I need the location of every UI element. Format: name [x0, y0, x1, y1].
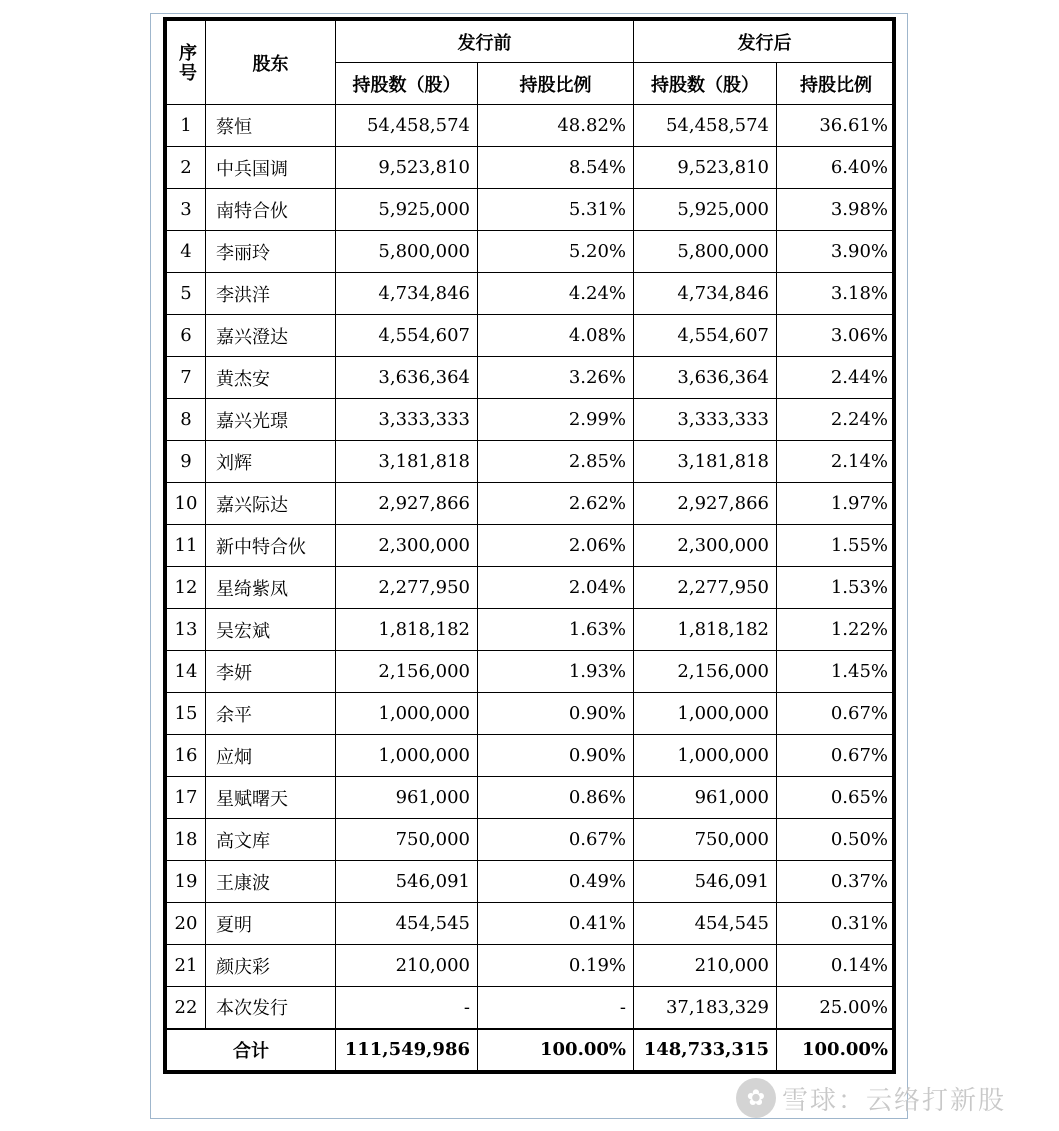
table-row	[167, 987, 896, 1029]
cell-after-ratio: 1.53%	[777, 567, 896, 609]
total-row	[167, 1029, 896, 1071]
cell-before-ratio: 0.90%	[478, 693, 634, 735]
cell-shareholder-name: 新中特合伙	[206, 525, 336, 567]
cell-before-ratio: 0.19%	[478, 945, 634, 987]
cell-after-shares: 1,000,000	[634, 735, 777, 777]
cell-before-ratio: 2.06%	[478, 525, 634, 567]
cell-after-shares: 5,925,000	[634, 189, 777, 231]
cell-shareholder-name: 吴宏斌	[206, 609, 336, 651]
shareholding-table	[166, 20, 896, 1071]
cell-before-shares: 454,545	[336, 903, 478, 945]
cell-before-ratio: 0.90%	[478, 735, 634, 777]
cell-seq: 4	[167, 231, 206, 273]
cell-after-ratio: 3.90%	[777, 231, 896, 273]
cell-seq: 3	[167, 189, 206, 231]
cell-shareholder-name: 应炯	[206, 735, 336, 777]
table-row	[167, 483, 896, 525]
cell-before-shares: 3,333,333	[336, 399, 478, 441]
cell-after-shares: 961,000	[634, 777, 777, 819]
table-row	[167, 735, 896, 777]
table-row	[167, 441, 896, 483]
cell-after-ratio: 3.98%	[777, 189, 896, 231]
header-before-group: 发行前	[336, 21, 634, 63]
cell-before-shares: 1,000,000	[336, 693, 478, 735]
cell-before-shares: -	[336, 987, 478, 1029]
total-after-shares: 148,733,315	[634, 1029, 777, 1071]
cell-before-ratio: 1.93%	[478, 651, 634, 693]
cell-shareholder-name: 颜庆彩	[206, 945, 336, 987]
cell-seq: 19	[167, 861, 206, 903]
cell-before-ratio: 2.99%	[478, 399, 634, 441]
cell-after-shares: 3,181,818	[634, 441, 777, 483]
table-row	[167, 189, 896, 231]
cell-seq: 20	[167, 903, 206, 945]
cell-before-ratio: 0.86%	[478, 777, 634, 819]
cell-after-ratio: 0.14%	[777, 945, 896, 987]
cell-shareholder-name: 李洪洋	[206, 273, 336, 315]
cell-after-shares: 3,333,333	[634, 399, 777, 441]
cell-seq: 13	[167, 609, 206, 651]
cell-before-shares: 1,000,000	[336, 735, 478, 777]
cell-before-ratio: 5.20%	[478, 231, 634, 273]
cell-seq: 18	[167, 819, 206, 861]
cell-before-shares: 54,458,574	[336, 105, 478, 147]
cell-before-ratio: 0.49%	[478, 861, 634, 903]
cell-after-shares: 4,734,846	[634, 273, 777, 315]
cell-after-ratio: 0.50%	[777, 819, 896, 861]
cell-before-ratio: 4.08%	[478, 315, 634, 357]
cell-after-ratio: 0.37%	[777, 861, 896, 903]
cell-before-shares: 961,000	[336, 777, 478, 819]
cell-after-ratio: 25.00%	[777, 987, 896, 1029]
cell-seq: 8	[167, 399, 206, 441]
cell-after-ratio: 0.67%	[777, 735, 896, 777]
cell-after-ratio: 1.22%	[777, 609, 896, 651]
table-row	[167, 609, 896, 651]
cell-after-shares: 750,000	[634, 819, 777, 861]
cell-shareholder-name: 星赋曙天	[206, 777, 336, 819]
table-row	[167, 777, 896, 819]
cell-shareholder-name: 夏明	[206, 903, 336, 945]
cell-before-ratio: 8.54%	[478, 147, 634, 189]
cell-seq: 7	[167, 357, 206, 399]
cell-shareholder-name: 中兵国调	[206, 147, 336, 189]
cell-after-ratio: 0.67%	[777, 693, 896, 735]
table-row	[167, 819, 896, 861]
shareholding-table-container	[163, 17, 896, 1074]
table-row	[167, 651, 896, 693]
table-header	[167, 21, 896, 105]
table-body	[167, 105, 896, 1029]
cell-seq: 1	[167, 105, 206, 147]
cell-after-shares: 1,818,182	[634, 609, 777, 651]
cell-before-shares: 2,156,000	[336, 651, 478, 693]
header-before-ratio: 持股比例	[478, 63, 634, 105]
cell-after-ratio: 2.14%	[777, 441, 896, 483]
table-row	[167, 105, 896, 147]
cell-after-ratio: 0.65%	[777, 777, 896, 819]
cell-before-ratio: 0.41%	[478, 903, 634, 945]
cell-shareholder-name: 嘉兴光璟	[206, 399, 336, 441]
table-row	[167, 357, 896, 399]
cell-after-shares: 4,554,607	[634, 315, 777, 357]
cell-after-ratio: 0.31%	[777, 903, 896, 945]
table-row	[167, 231, 896, 273]
cell-after-shares: 2,927,866	[634, 483, 777, 525]
table-row	[167, 399, 896, 441]
cell-after-ratio: 3.06%	[777, 315, 896, 357]
cell-after-shares: 3,636,364	[634, 357, 777, 399]
cell-shareholder-name: 蔡恒	[206, 105, 336, 147]
cell-before-shares: 3,181,818	[336, 441, 478, 483]
cell-shareholder-name: 嘉兴际达	[206, 483, 336, 525]
header-seq: 序号	[167, 21, 206, 105]
table-row	[167, 693, 896, 735]
table-row	[167, 567, 896, 609]
cell-before-shares: 210,000	[336, 945, 478, 987]
cell-shareholder-name: 本次发行	[206, 987, 336, 1029]
cell-after-ratio: 6.40%	[777, 147, 896, 189]
cell-before-ratio: 1.63%	[478, 609, 634, 651]
cell-seq: 15	[167, 693, 206, 735]
cell-seq: 22	[167, 987, 206, 1029]
cell-before-ratio: 2.62%	[478, 483, 634, 525]
cell-after-shares: 454,545	[634, 903, 777, 945]
cell-shareholder-name: 嘉兴澄达	[206, 315, 336, 357]
cell-before-shares: 546,091	[336, 861, 478, 903]
cell-shareholder-name: 刘辉	[206, 441, 336, 483]
cell-seq: 6	[167, 315, 206, 357]
cell-seq: 5	[167, 273, 206, 315]
cell-seq: 10	[167, 483, 206, 525]
cell-shareholder-name: 南特合伙	[206, 189, 336, 231]
cell-after-shares: 2,300,000	[634, 525, 777, 567]
watermark	[736, 1075, 1036, 1121]
cell-shareholder-name: 李妍	[206, 651, 336, 693]
cell-after-ratio: 1.97%	[777, 483, 896, 525]
cell-before-shares: 5,800,000	[336, 231, 478, 273]
table-row	[167, 147, 896, 189]
cell-before-ratio: 0.67%	[478, 819, 634, 861]
cell-shareholder-name: 星绮紫凤	[206, 567, 336, 609]
cell-seq: 9	[167, 441, 206, 483]
snowball-logo-icon: ✿	[736, 1078, 776, 1118]
cell-before-ratio: 3.26%	[478, 357, 634, 399]
header-after-ratio: 持股比例	[777, 63, 896, 105]
cell-after-ratio: 3.18%	[777, 273, 896, 315]
header-before-shares: 持股数（股）	[336, 63, 478, 105]
cell-after-shares: 1,000,000	[634, 693, 777, 735]
cell-seq: 2	[167, 147, 206, 189]
cell-shareholder-name: 黄杰安	[206, 357, 336, 399]
cell-after-shares: 54,458,574	[634, 105, 777, 147]
cell-after-shares: 2,156,000	[634, 651, 777, 693]
total-label: 合计	[167, 1029, 336, 1071]
cell-seq: 17	[167, 777, 206, 819]
cell-before-ratio: 4.24%	[478, 273, 634, 315]
watermark-text: 雪球：云络打新股	[782, 1085, 1007, 1116]
header-shareholder: 股东	[206, 21, 336, 105]
cell-after-ratio: 36.61%	[777, 105, 896, 147]
cell-after-shares: 37,183,329	[634, 987, 777, 1029]
cell-shareholder-name: 余平	[206, 693, 336, 735]
cell-shareholder-name: 高文库	[206, 819, 336, 861]
table-row	[167, 525, 896, 567]
cell-after-shares: 9,523,810	[634, 147, 777, 189]
cell-before-shares: 750,000	[336, 819, 478, 861]
cell-before-shares: 1,818,182	[336, 609, 478, 651]
cell-shareholder-name: 王康波	[206, 861, 336, 903]
cell-before-shares: 2,300,000	[336, 525, 478, 567]
cell-seq: 12	[167, 567, 206, 609]
cell-before-shares: 4,554,607	[336, 315, 478, 357]
cell-before-shares: 2,927,866	[336, 483, 478, 525]
table-row	[167, 945, 896, 987]
cell-after-shares: 210,000	[634, 945, 777, 987]
total-before-ratio: 100.00%	[478, 1029, 634, 1071]
cell-before-ratio: 2.85%	[478, 441, 634, 483]
table-row	[167, 273, 896, 315]
cell-after-shares: 546,091	[634, 861, 777, 903]
cell-before-shares: 3,636,364	[336, 357, 478, 399]
cell-before-shares: 9,523,810	[336, 147, 478, 189]
cell-after-ratio: 1.45%	[777, 651, 896, 693]
cell-seq: 14	[167, 651, 206, 693]
header-after-group: 发行后	[634, 21, 896, 63]
table-row	[167, 903, 896, 945]
cell-before-ratio: 2.04%	[478, 567, 634, 609]
cell-before-shares: 4,734,846	[336, 273, 478, 315]
cell-after-ratio: 1.55%	[777, 525, 896, 567]
table-row	[167, 315, 896, 357]
cell-after-shares: 5,800,000	[634, 231, 777, 273]
cell-before-shares: 2,277,950	[336, 567, 478, 609]
cell-after-ratio: 2.24%	[777, 399, 896, 441]
cell-before-ratio: 5.31%	[478, 189, 634, 231]
cell-before-shares: 5,925,000	[336, 189, 478, 231]
cell-before-ratio: -	[478, 987, 634, 1029]
cell-seq: 21	[167, 945, 206, 987]
cell-after-shares: 2,277,950	[634, 567, 777, 609]
total-before-shares: 111,549,986	[336, 1029, 478, 1071]
table-row	[167, 861, 896, 903]
header-after-shares: 持股数（股）	[634, 63, 777, 105]
cell-seq: 16	[167, 735, 206, 777]
cell-after-ratio: 2.44%	[777, 357, 896, 399]
total-after-ratio: 100.00%	[777, 1029, 896, 1071]
cell-shareholder-name: 李丽玲	[206, 231, 336, 273]
cell-before-ratio: 48.82%	[478, 105, 634, 147]
cell-seq: 11	[167, 525, 206, 567]
table-footer	[167, 1029, 896, 1071]
